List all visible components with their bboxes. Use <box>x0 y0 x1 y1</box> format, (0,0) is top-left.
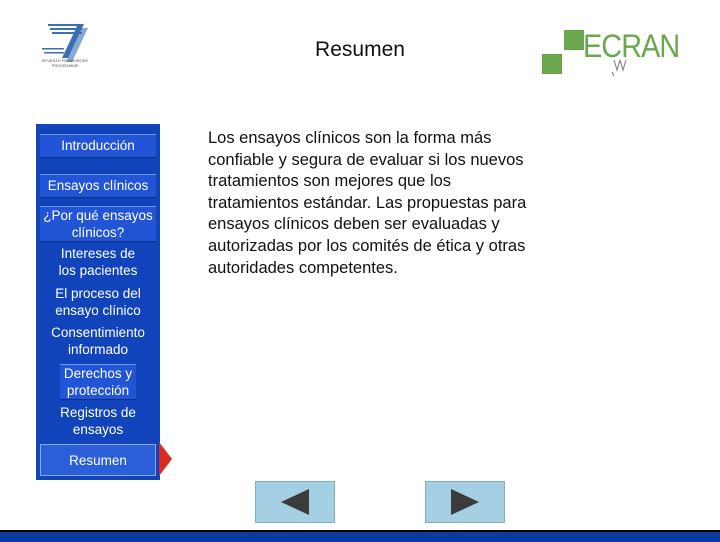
footer-bar <box>0 530 720 542</box>
triangle-left-icon <box>275 487 315 517</box>
sidebar-item-derechos[interactable]: Derechos y protección <box>60 364 136 400</box>
sidebar-nav <box>36 124 160 480</box>
ecran-wordmark: ECRAN <box>583 28 680 64</box>
sidebar-item-introduccion[interactable]: Introducción <box>40 134 156 158</box>
active-pointer-icon <box>159 442 172 476</box>
sidebar-item-registros[interactable]: Registros de ensayos <box>60 405 136 437</box>
sidebar-item-ensayos-clinicos[interactable]: Ensayos clínicos <box>40 174 156 198</box>
sidebar-item-proceso[interactable]: El proceso del ensayo clínico <box>55 286 141 318</box>
sidebar-item-resumen[interactable]: Resumen <box>40 444 156 476</box>
sidebar-item-por-que[interactable]: ¿Por qué ensayos clínicos? <box>40 206 156 242</box>
sidebar-item-consentimiento[interactable]: Consentimiento informado <box>51 325 145 357</box>
page-title: Resumen <box>315 38 405 61</box>
fp7-caption: SEVENTH FRAMEWORK PROGRAMME <box>41 58 89 68</box>
triangle-right-icon <box>445 487 485 517</box>
next-button[interactable] <box>425 481 505 523</box>
summary-text: Los ensayos clínicos son la forma más confiable y segura de evaluar si los nuevos tratamientos son mejores que los tratamientos estándar. Las propuestas para ensayos clínicos deben ser evaluadas y autorizadas por los comités de ética y otras autoridades competentes. <box>208 129 527 277</box>
sidebar-item-intereses[interactable]: Intereses de los pacientes <box>58 246 138 278</box>
previous-button[interactable] <box>255 481 335 523</box>
